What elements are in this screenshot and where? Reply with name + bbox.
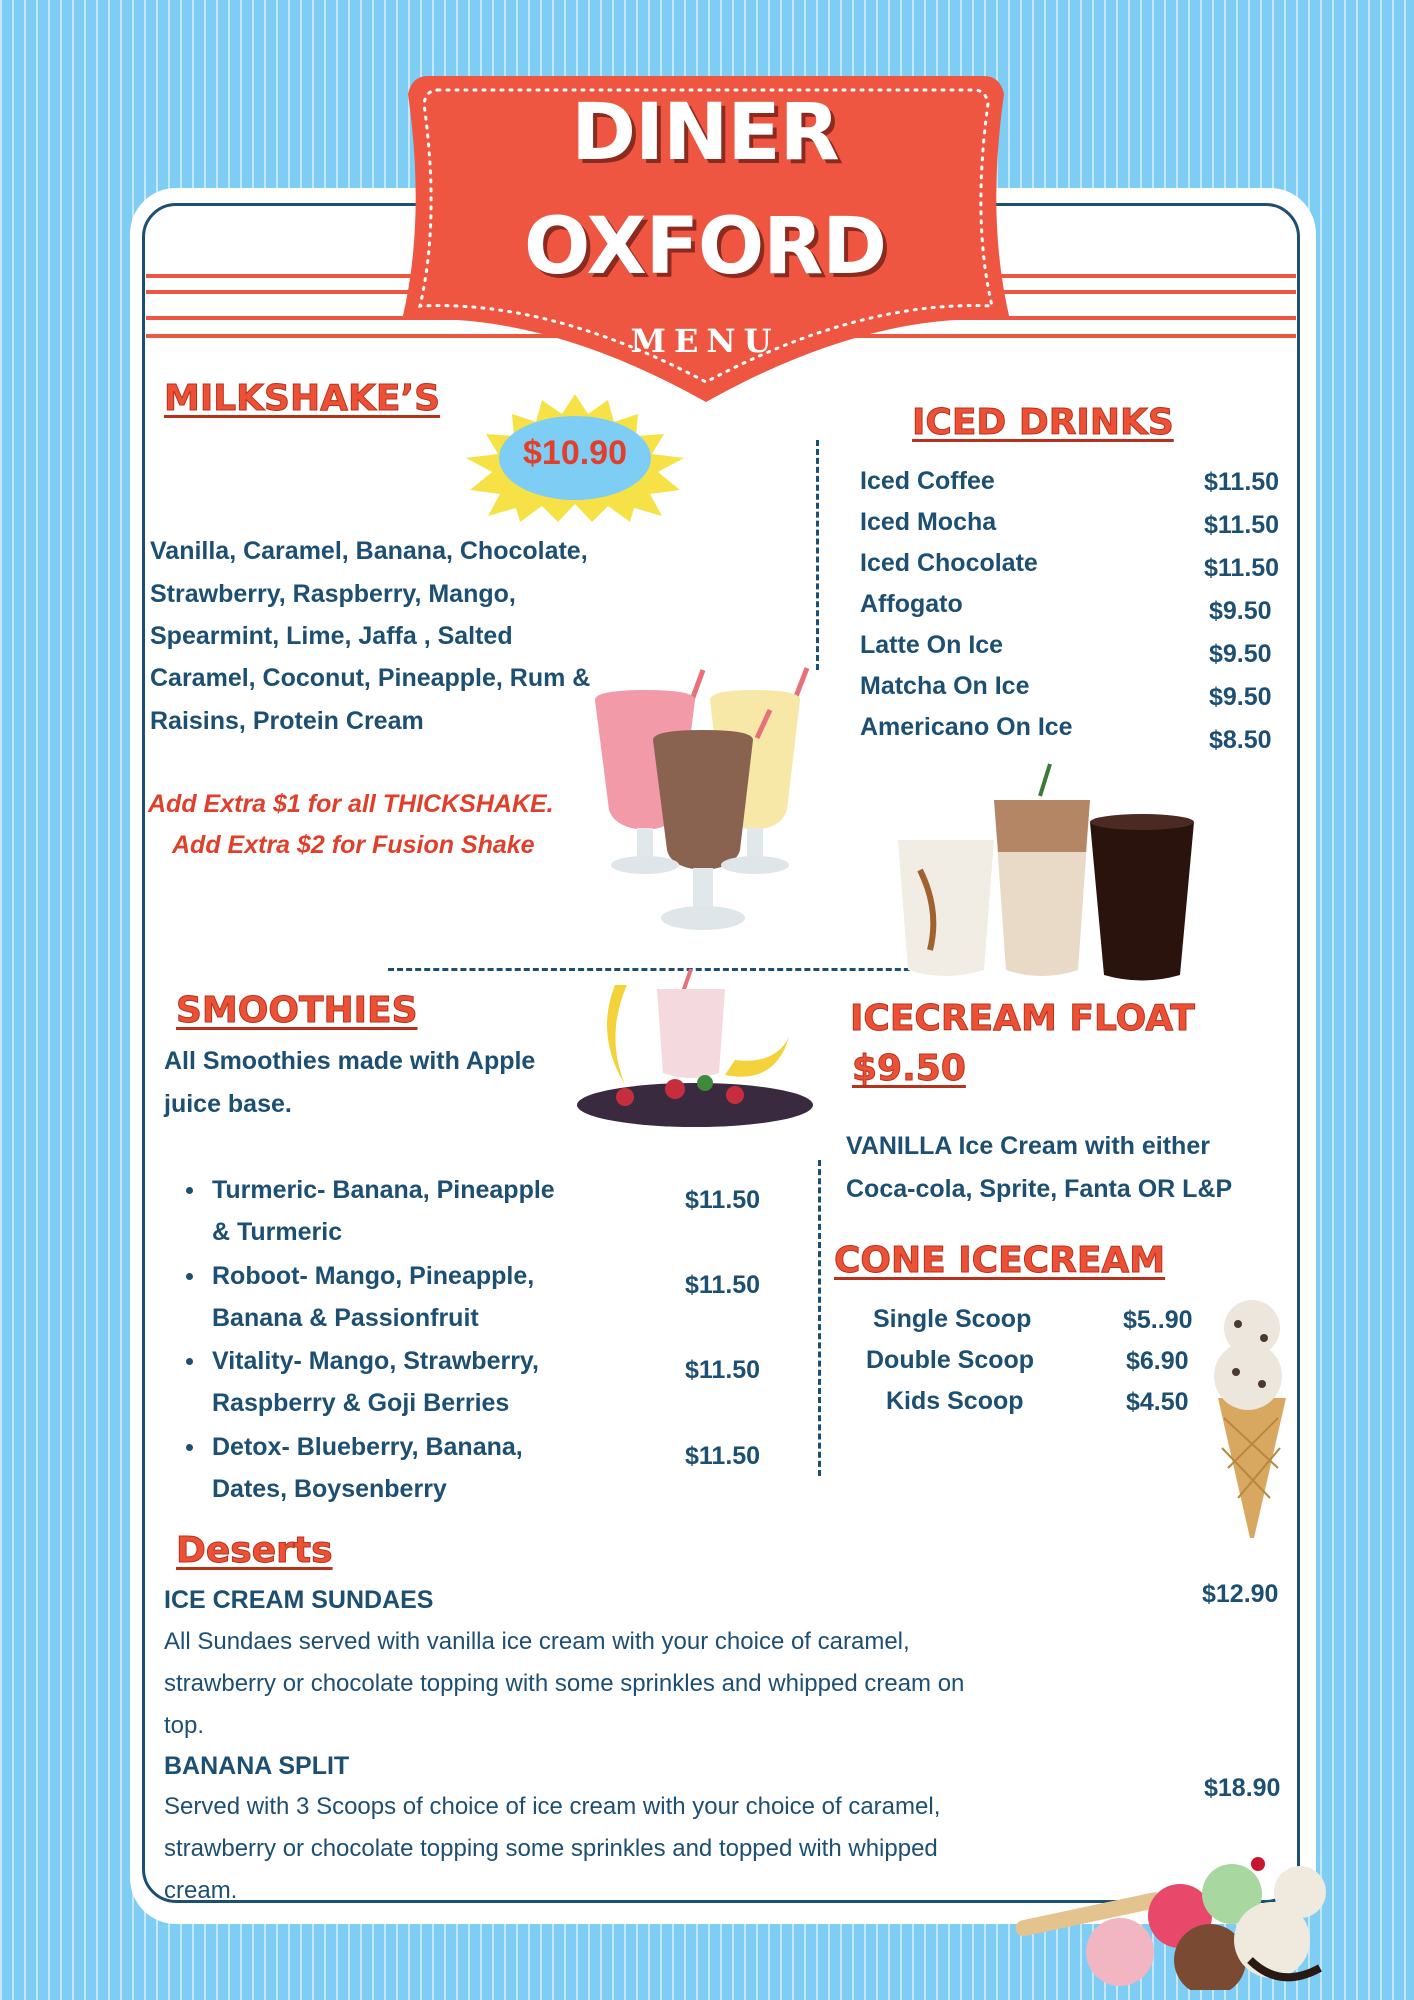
- iced-drink-price: $9.50: [1209, 597, 1272, 625]
- bullet: [186, 1358, 193, 1365]
- milkshake-glasses-image: [585, 660, 830, 935]
- iced-drink-name: Iced Chocolate: [860, 549, 1038, 577]
- smoothie-price: $11.50: [685, 1186, 761, 1214]
- menu-subtitle: MENU: [630, 322, 780, 360]
- iced-drink-name: Americano On Ice: [860, 713, 1073, 741]
- ice-cream-cone-image: [1208, 1288, 1296, 1544]
- iced-drink-name: Iced Coffee: [860, 467, 995, 495]
- sundaes-price: $12.90: [1202, 1580, 1279, 1608]
- iced-drink-price: $11.50: [1204, 468, 1280, 496]
- smoothies-intro: juice base.: [164, 1090, 292, 1118]
- banana-split-title: BANANA SPLIT: [164, 1752, 350, 1780]
- smoothie-item: Detox- Blueberry, Banana,: [212, 1433, 523, 1461]
- iced-drinks-image: [890, 760, 1220, 985]
- smoothie-item: Banana & Passionfruit: [212, 1304, 479, 1332]
- iced-drink-price: $9.50: [1209, 683, 1272, 711]
- icecream-float-price: $9.50: [852, 1048, 966, 1089]
- cone-item-price: $4.50: [1126, 1388, 1189, 1416]
- iced-drink-price: $9.50: [1209, 640, 1272, 668]
- banana-split-desc: strawberry or chocolate topping some sprinkles and topped with whipped: [164, 1835, 938, 1862]
- sundaes-desc: strawberry or chocolate topping with some sprinkles and whipped cream on: [164, 1670, 965, 1697]
- milkshake-flavour-line: Spearmint, Lime, Jaffa , Salted: [150, 622, 513, 650]
- smoothie-price: $11.50: [685, 1271, 761, 1299]
- cone-item-price: $5..90: [1123, 1306, 1193, 1334]
- iced-drink-price: $11.50: [1204, 511, 1280, 539]
- bullet: [186, 1444, 193, 1451]
- smoothie-item: Roboot- Mango, Pineapple,: [212, 1262, 535, 1290]
- iced-drinks-heading: ICED DRINKS: [912, 402, 1174, 443]
- cone-item-name: Kids Scoop: [886, 1387, 1024, 1415]
- iced-drink-name: Affogato: [860, 590, 963, 618]
- banana-split-price: $18.90: [1204, 1774, 1281, 1802]
- milkshake-flavour-line: Caramel, Coconut, Pineapple, Rum &: [150, 664, 591, 692]
- smoothies-intro: All Smoothies made with Apple: [164, 1047, 536, 1075]
- sundaes-desc: top.: [164, 1712, 205, 1739]
- icecream-float-desc: VANILLA Ice Cream with either: [846, 1132, 1210, 1160]
- smoothie-image: [565, 965, 825, 1130]
- smoothie-item: Vitality- Mango, Strawberry,: [212, 1347, 539, 1375]
- iced-drink-price: $11.50: [1204, 554, 1280, 582]
- title-line1: DINER: [571, 88, 839, 178]
- thickshake-note: Add Extra $1 for all THICKSHAKE.: [148, 790, 554, 818]
- ice-cream-scoops-image: [1010, 1840, 1340, 1990]
- banana-split-desc: Served with 3 Scoops of choice of ice cream with your choice of caramel,: [164, 1793, 941, 1820]
- milkshake-flavour-line: Raisins, Protein Cream: [150, 707, 424, 735]
- smoothie-item: Dates, Boysenberry: [212, 1475, 447, 1503]
- cone-item-name: Double Scoop: [866, 1346, 1035, 1374]
- sundaes-title: ICE CREAM SUNDAES: [164, 1586, 434, 1614]
- smoothie-item: & Turmeric: [212, 1218, 343, 1246]
- milkshakes-heading: MILKSHAKE’S: [164, 378, 441, 419]
- bullet: [186, 1187, 193, 1194]
- smoothie-item: Raspberry & Goji Berries: [212, 1389, 510, 1417]
- milkshake-price: $10.90: [523, 434, 627, 472]
- iced-drink-name: Matcha On Ice: [860, 672, 1030, 700]
- title-line2: OXFORD: [523, 202, 887, 292]
- cone-icecream-heading: CONE ICECREAM: [834, 1240, 1166, 1281]
- icecream-float-desc: Coca-cola, Sprite, Fanta OR L&P: [846, 1175, 1233, 1203]
- divider-vertical-bottom: [818, 1160, 821, 1476]
- milkshake-flavour-line: Vanilla, Caramel, Banana, Chocolate,: [150, 537, 588, 565]
- bullet: [186, 1273, 193, 1280]
- cone-item-name: Single Scoop: [873, 1305, 1032, 1333]
- deserts-heading: Deserts: [176, 1530, 333, 1571]
- smoothie-item: Turmeric- Banana, Pineapple: [212, 1176, 555, 1204]
- iced-drink-name: Latte On Ice: [860, 631, 1004, 659]
- smoothies-heading: SMOOTHIES: [176, 990, 418, 1031]
- sundaes-desc: All Sundaes served with vanilla ice cream with your choice of caramel,: [164, 1628, 910, 1655]
- smoothie-price: $11.50: [685, 1356, 761, 1384]
- divider-vertical-top: [816, 440, 819, 670]
- iced-drink-name: Iced Mocha: [860, 508, 997, 536]
- smoothie-price: $11.50: [685, 1442, 761, 1470]
- fusion-shake-note: Add Extra $2 for Fusion Shake: [172, 831, 535, 859]
- iced-drink-price: $8.50: [1209, 726, 1272, 754]
- banana-split-desc: cream.: [164, 1877, 238, 1904]
- cone-item-price: $6.90: [1126, 1347, 1189, 1375]
- milkshake-flavour-line: Strawberry, Raspberry, Mango,: [150, 580, 516, 608]
- icecream-float-heading: ICECREAM FLOAT: [850, 998, 1195, 1039]
